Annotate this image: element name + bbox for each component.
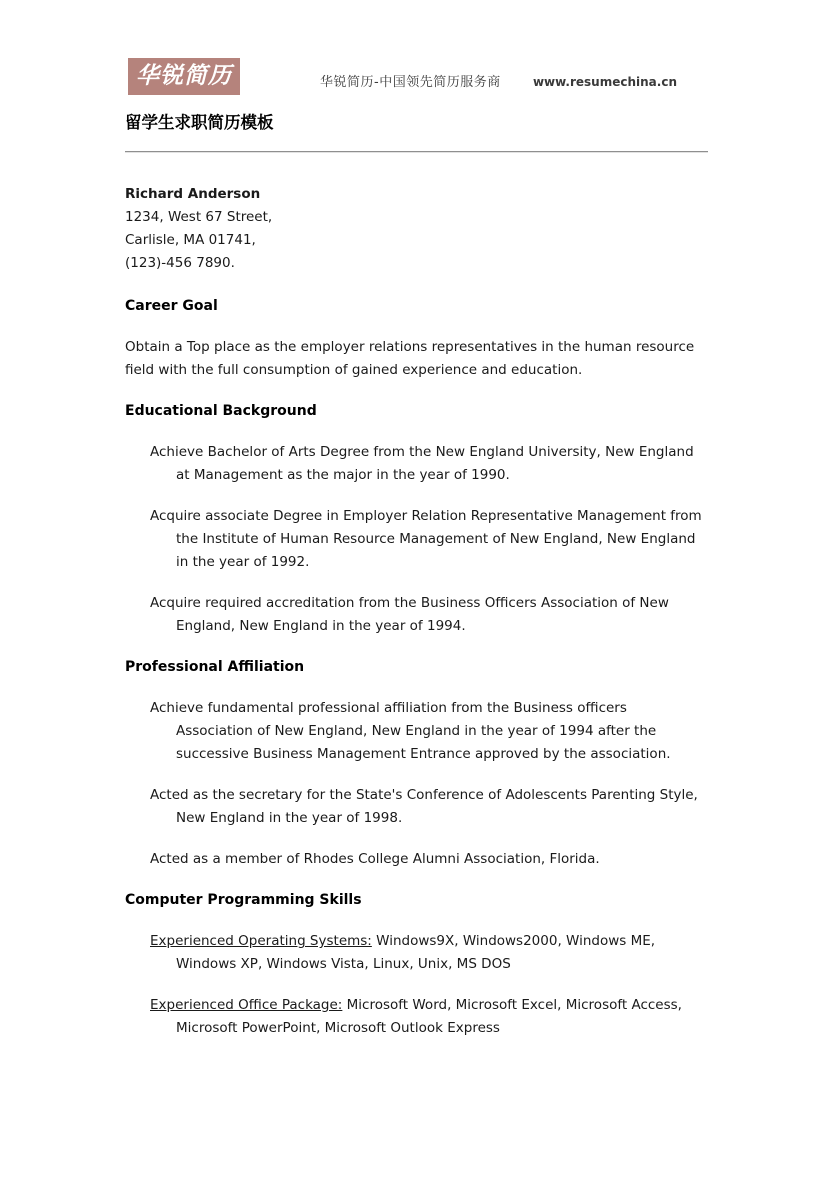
contact-block xyxy=(125,183,708,275)
affiliation-item: Acted as a member of Rhodes College Alumni Association, Florida. xyxy=(150,851,600,867)
affiliation-item: Acted as the secretary for the State's Conference of Adolescents Parenting Style, New England in the year of 1998. xyxy=(150,787,698,826)
contact-address-line2: Carlisle, MA 01741, xyxy=(125,232,256,248)
education-item: Acquire required accreditation from the Business Officers Association of New England, New England in the year of 1994. xyxy=(150,595,669,634)
section-heading-career-goal: Career Goal xyxy=(125,298,218,314)
skills-item-text: Windows9X, Windows2000, Windows ME, Windows XP, Windows Vista, Linux, Unix, MS DOS xyxy=(176,933,656,972)
skills-item-label: Experienced Office Package: xyxy=(150,997,343,1013)
section-heading-educational-background: Educational Background xyxy=(125,403,317,419)
header-tagline: 华锐简历-中国领先简历服务商 xyxy=(320,75,501,90)
skills-item-text: Microsoft Word, Microsoft Excel, Microsoft Access, Microsoft PowerPoint, Microsoft Outlook Express xyxy=(176,997,682,1036)
contact-address-line1: 1234, West 67 Street, xyxy=(125,209,273,225)
contact-name: Richard Anderson xyxy=(125,186,261,202)
contact-phone: (123)-456 7890. xyxy=(125,255,235,271)
brand-logo: 华锐简历 xyxy=(128,58,240,95)
section-heading-professional-affiliation: Professional Affiliation xyxy=(125,659,305,675)
education-item: Acquire associate Degree in Employer Relation Representative Management from the Institute of Human Resource Management of New England, New England in the year of 1992. xyxy=(150,508,702,570)
header-website-url: www.resumechina.cn xyxy=(532,75,677,89)
skills-item-operating-systems xyxy=(125,930,708,976)
career-goal-paragraph: Obtain a Top place as the employer relations representatives in the human resource field with the full consumption of gained experience and education. xyxy=(125,339,695,378)
skills-item-office-package xyxy=(125,994,708,1040)
skills-item-label: Experienced Operating Systems: xyxy=(150,933,372,949)
education-item: Achieve Bachelor of Arts Degree from the New England University, New England at Management as the major in the year of 1990. xyxy=(150,444,694,483)
section-heading-computer-programming-skills: Computer Programming Skills xyxy=(125,892,362,908)
affiliation-item: Achieve fundamental professional affiliation from the Business officers Association of New England, New England in the year of 1994 after the successive Business Management Entrance approved by the association. xyxy=(150,700,671,762)
divider-rule xyxy=(125,151,708,153)
page-title: 留学生求职简历模板 xyxy=(125,113,274,132)
